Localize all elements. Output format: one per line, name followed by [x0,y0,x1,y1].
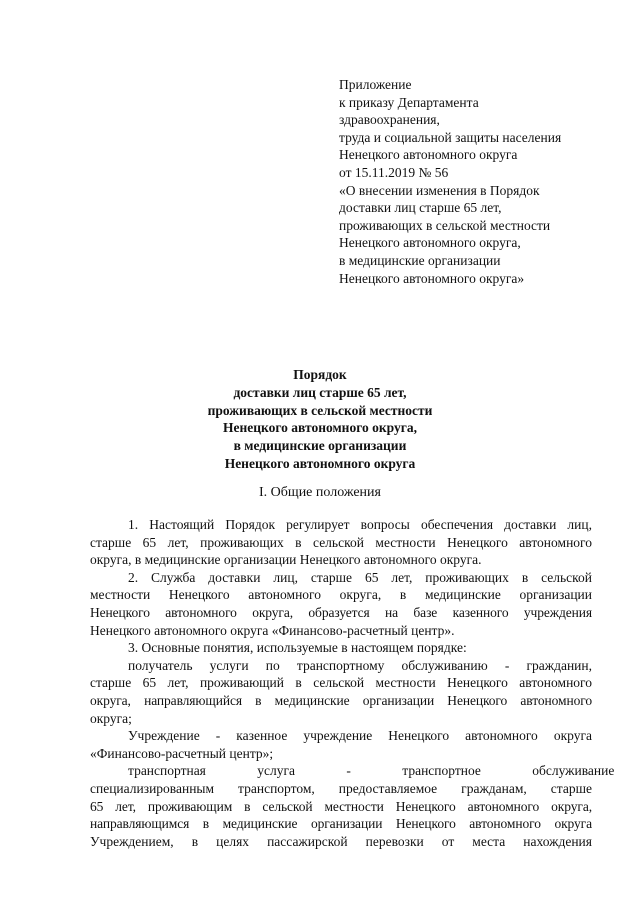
title-line: Ненецкого автономного округа, [223,420,417,436]
appendix-line: Приложение [339,77,412,92]
paragraph-line: 3. Основные понятия, используемые в настоящем порядке: [128,640,467,656]
title-line: Ненецкого автономного округа [224,455,416,471]
paragraph-line: 2. Служба доставки лиц, старше 65 лет, проживающих в сельской [128,569,592,585]
appendix-line: Ненецкого автономного округа, [339,235,521,251]
appendix-line: Ненецкого автономного округа [339,147,518,163]
appendix-line: проживающих в сельской местности [339,217,551,233]
paragraph-line: Учреждением, в целях пассажирской перевозки от места нахождения [90,833,592,849]
appendix-line: к приказу Департамента [339,94,479,110]
title-line: в медицинские организации [233,438,407,454]
appendix-line: от 15.11.2019 № 56 [339,164,449,180]
title-line: проживающих в сельской местности [207,402,433,418]
appendix-line: в медицинские организации [339,252,501,268]
appendix-line: труда и социальной защиты населения [339,129,562,145]
paragraph-line: Ненецкого автономного округа, образуется на базе казенного учреждения [90,604,592,620]
title-line: Порядок [293,367,347,382]
document-title [0,366,640,473]
appendix-line: Ненецкого автономного округа» [339,270,525,286]
paragraph-line: округа, направляющийся в медицинские организации Ненецкого автономного [90,692,592,708]
paragraph-line: «Финансово-расчетный центр»; [90,745,274,761]
paragraph-line: специализированным транспортом, предоставляемое гражданам, старше [90,780,592,796]
appendix-line: здравоохранения, [339,112,440,128]
paragraph-line: направляющимся в медицинские организации Ненецкого автономного округа [90,816,592,832]
appendix-block [339,76,561,287]
paragraph-line: получатель услуги по транспортному обслуживанию - гражданин, [128,657,592,673]
appendix-line: «О внесении изменения в Порядок [339,182,540,198]
paragraph-line: транспортная услуга - транспортное обслуживание [128,763,615,779]
paragraph-line: старше 65 лет, проживающих в сельской местности Ненецкого автономного [90,534,592,550]
paragraph-line: Учреждение - казенное учреждение Ненецкого автономного округа [128,728,592,744]
title-line: доставки лиц старше 65 лет, [233,384,407,400]
section-heading: I. Общие положения [259,485,381,500]
appendix-line: доставки лиц старше 65 лет, [339,200,502,216]
body-text [90,516,615,850]
paragraph-line: 65 лет, проживающим в сельской местности Ненецкого автономного округа, [90,798,592,814]
paragraph-line: старше 65 лет, проживающий в сельской местности Ненецкого автономного [90,675,592,691]
paragraph-line: 1. Настоящий Порядок регулирует вопросы обеспечения доставки лиц, [128,517,592,532]
paragraph-line: местности Ненецкого автономного округа, в медицинские организации [90,587,592,603]
paragraph-line: округа, в медицинские организации Ненецкого автономного округа. [90,552,482,568]
paragraph-line: Ненецкого автономного округа «Финансово-расчетный центр». [90,622,455,638]
paragraph-line: округа; [90,710,132,726]
